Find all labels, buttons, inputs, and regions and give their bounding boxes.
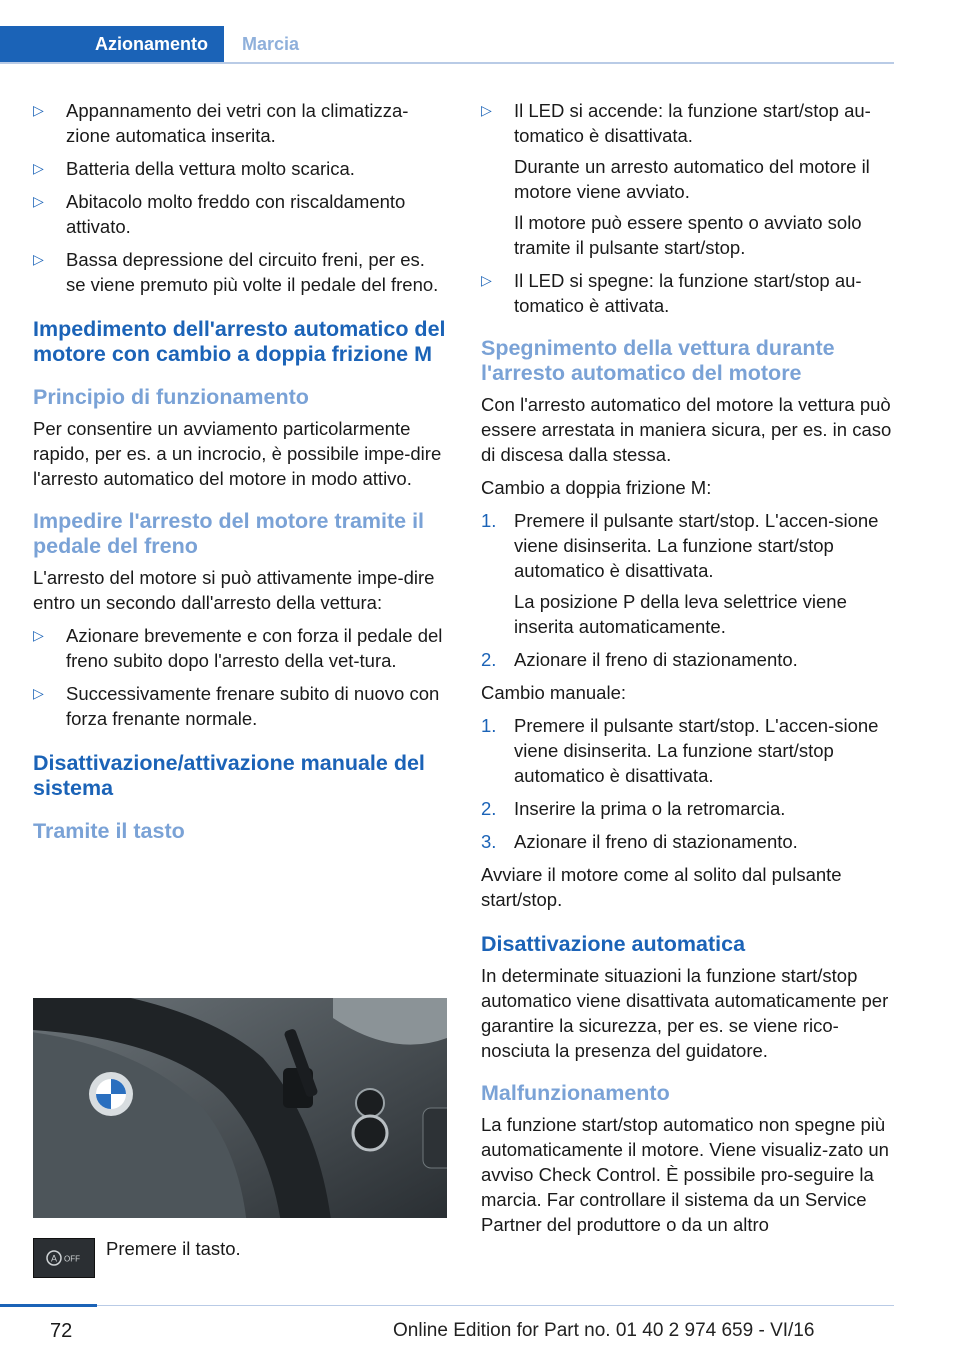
- steering-wheel-photo: [33, 998, 447, 1218]
- paragraph-principio: Per consentire un avviamento particolarmente rapido, per es. a un incrocio, è possibile impe-dire l'arresto automatico del motore in modo attivo.: [33, 418, 442, 489]
- paragraph-impedire: L'arresto del motore si può attivamente impe-dire entro un secondo dall'arresto della vettura:: [33, 567, 435, 613]
- edition-label: Online Edition for Part no. 01 40 2 974 659 - VI/16: [393, 1320, 815, 1341]
- heading-tasto: Tramite il tasto: [33, 819, 185, 843]
- list-item: 1. Premere il pulsante start/stop. L'accen-sione viene disinserita. La funzione start/stop automatico è disattivata. La posizione P della leva selettrice viene inserita automaticamente.: [481, 510, 879, 637]
- triangle-bullet-icon: ▷: [33, 251, 44, 267]
- list-item: ▷ Appannamento dei vetri con la climatizza-zione automatica inserita.: [33, 100, 409, 146]
- list-item: 1. Premere il pulsante start/stop. L'accen-sione viene disinserita. La funzione start/stop automatico è disattivata.: [481, 715, 879, 786]
- paragraph-disattivazione-automatica: In determinate situazioni la funzione start/stop automatico viene disattivata automaticamente per garantire la sicurezza, per es. se viene rico-nosciuta la presenza del guidatore.: [481, 965, 889, 1061]
- heading-impedimento: Impedimento dell'arresto automatico del motore con cambio a doppia frizione M: [33, 317, 446, 366]
- list-item: ▷ Abitacolo molto freddo con riscaldamento attivato.: [33, 191, 406, 237]
- left-column: [33, 98, 449, 850]
- triangle-bullet-icon: ▷: [33, 102, 44, 118]
- list-item: ▷ Bassa depressione del circuito freni, per es. se viene premuto più volte il pedale del freno.: [33, 249, 439, 295]
- heading-disattivazione: Disattivazione/attivazione manuale del sistema: [33, 751, 425, 800]
- paragraph-spegnimento: Con l'arresto automatico del motore la vettura può essere arrestata in maniera sicura, per es. in caso di discesa dalla stessa.: [481, 394, 892, 465]
- svg-text:OFF: OFF: [64, 1254, 80, 1264]
- footer-accent: [0, 1304, 97, 1307]
- heading-spegnimento: Spegnimento della vettura durante l'arresto automatico del motore: [481, 336, 835, 385]
- heading-principio: Principio di funzionamento: [33, 385, 309, 409]
- heading-disattivazione-automatica: Disattivazione automatica: [481, 932, 746, 956]
- svg-text:A: A: [50, 1253, 58, 1264]
- list-item: ▷ Successivamente frenare subito di nuovo con forza frenante normale.: [33, 683, 440, 729]
- paragraph-avviare: Avviare il motore come al solito dal pulsante start/stop.: [481, 864, 842, 910]
- triangle-bullet-icon: ▷: [33, 685, 44, 701]
- list-item: 3. Azionare il freno di stazionamento.: [481, 831, 798, 852]
- list-item: ▷ Il LED si spegne: la funzione start/stop au-tomatico è attivata.: [481, 270, 862, 316]
- triangle-bullet-icon: ▷: [33, 160, 44, 176]
- right-column: [481, 98, 894, 1245]
- tab-marcia[interactable]: Marcia: [242, 34, 300, 54]
- auto-start-stop-off-button: [33, 1238, 95, 1278]
- button-caption: Premere il tasto.: [106, 1238, 241, 1259]
- list-item: ▷ Il LED si accende: la funzione start/stop au-tomatico è disattivata. Durante un arresto automatico del motore il motore viene avviato. Il motore può essere spento o avviato solo tramite il pulsante start/stop.: [481, 100, 871, 258]
- triangle-bullet-icon: ▷: [481, 272, 492, 288]
- list-item: ▷ Azionare brevemente e con forza il pedale del freno subito dopo l'arresto della vet-tura.: [33, 625, 443, 671]
- list-item: 2. Inserire la prima o la retromarcia.: [481, 798, 786, 819]
- triangle-bullet-icon: ▷: [33, 193, 44, 209]
- paragraph-cambio-manuale: Cambio manuale:: [481, 682, 626, 703]
- page-number: 72: [50, 1320, 73, 1342]
- paragraph-malfunzionamento: La funzione start/stop automatico non spegne più automaticamente il motore. Viene visualiz-zato un avviso Check Control. È possibile pro-seguire la marcia. Far controllare il sistema da un Service Partner del produttore o da un altro: [481, 1114, 889, 1235]
- triangle-bullet-icon: ▷: [481, 102, 492, 118]
- heading-malfunzionamento: Malfunzionamento: [481, 1081, 670, 1105]
- list-item: 2. Azionare il freno di stazionamento.: [481, 649, 798, 670]
- list-item: ▷ Batteria della vettura molto scarica.: [33, 158, 355, 179]
- triangle-bullet-icon: ▷: [33, 627, 44, 643]
- footer-rule: [97, 1305, 894, 1306]
- tab-azionamento[interactable]: Azionamento: [0, 26, 224, 62]
- heading-impedire: Impedire l'arresto del motore tramite il pedale del freno: [33, 509, 425, 558]
- paragraph-cambio-dkg: Cambio a doppia frizione M:: [481, 477, 712, 498]
